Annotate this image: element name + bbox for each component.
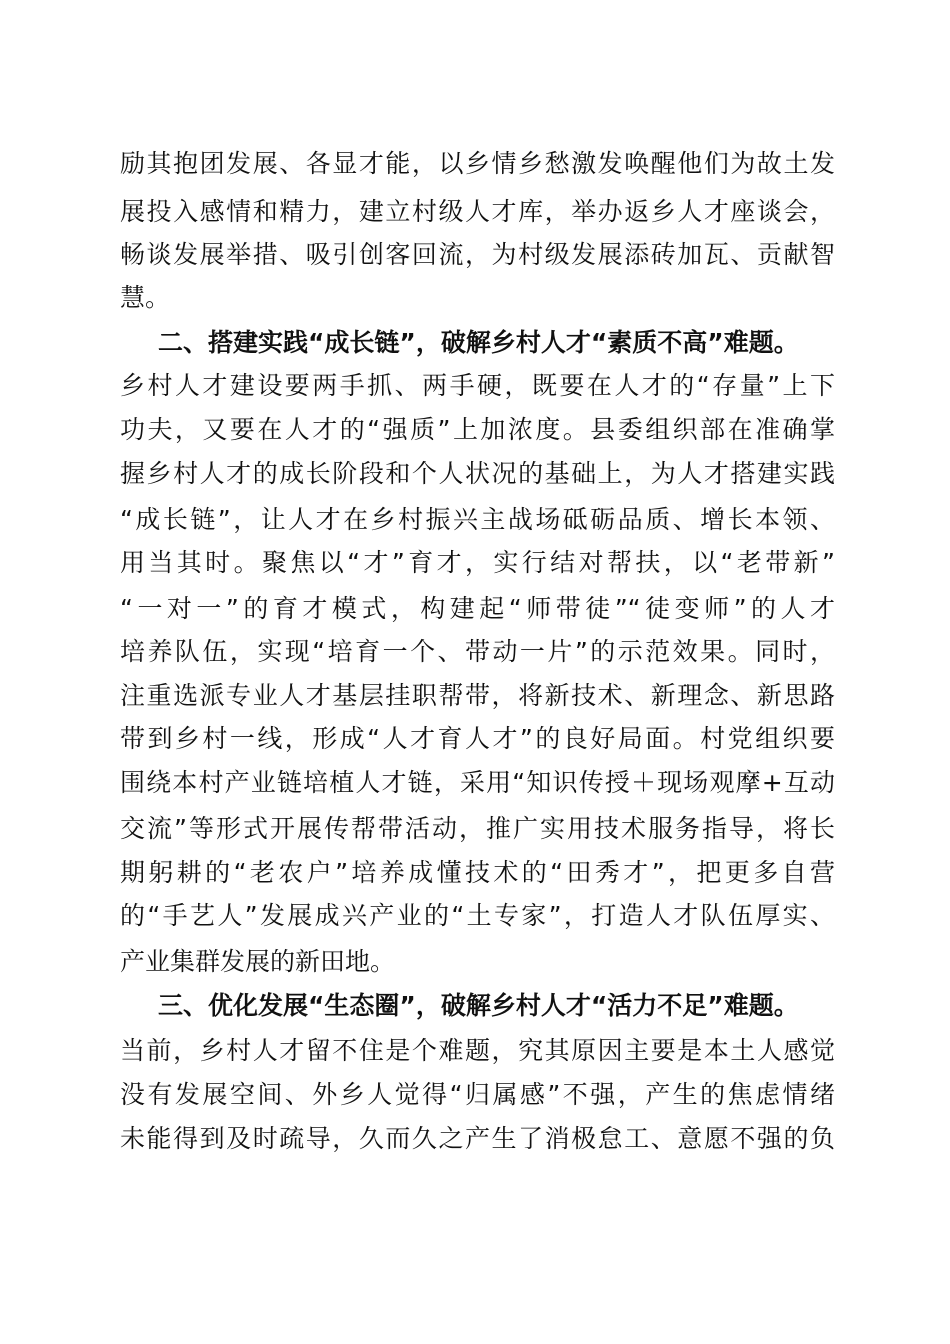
- section-3-line-1: 当前，乡村人才留不住是个难题，究其原因主要是本土人感觉: [120, 1036, 835, 1065]
- section-2-line-1: 乡村人才建设要两手抓、两手硬，既要在人才的“存量”上下: [120, 371, 835, 400]
- section-2-line-2: 功夫，又要在人才的“强质”上加浓度。县委组织部在准确掌: [120, 415, 835, 444]
- paragraph-1-line-3: 畅谈发展举措、吸引创客回流，为村级发展添砖加瓦、贡献智: [120, 240, 835, 269]
- section-2-line-6: “一对一”的育才模式，构建起“师带徒”“徒变师”的人才: [120, 594, 835, 623]
- section-2-line-8: 注重选派专业人才基层挂职帮带，将新技术、新理念、新思路: [120, 681, 835, 710]
- section-2-line-7: 培养队伍，实现“培育一个、带动一片”的示范效果。同时，: [120, 637, 835, 666]
- section-2-line-14: 产业集群发展的新田地。: [120, 947, 396, 976]
- section-3-line-2: 没有发展空间、外乡人觉得“归属感”不强，产生的焦虑情绪: [120, 1080, 835, 1109]
- section-2-line-4: “成长链”，让人才在乡村振兴主战场砥砺品质、增长本领、: [120, 505, 835, 534]
- section-2-line-11: 交流”等形式开展传帮带活动，推广实用技术服务指导，将长: [120, 814, 835, 843]
- paragraph-1-line-1: 励其抱团发展、各显才能，以乡情乡愁激发唤醒他们为故土发: [120, 149, 835, 178]
- section-2-line-5: 用当其时。聚焦以“才”育才，实行结对帮扶，以“老带新”: [120, 548, 835, 577]
- section-2-line-9: 带到乡村一线，形成“人才育人才”的良好局面。村党组织要: [120, 724, 835, 753]
- paragraph-1-line-2: 展投入感情和精力，建立村级人才库，举办返乡人才座谈会，: [120, 197, 835, 226]
- section-2-heading: 二、搭建实践“成长链”，破解乡村人才“素质不高”难题。: [158, 328, 799, 357]
- section-3-line-3: 未能得到及时疏导，久而久之产生了消极怠工、意愿不强的负: [120, 1124, 835, 1153]
- section-2-line-13: 的“手艺人”发展成兴产业的“土专家”，打造人才队伍厚实、: [120, 901, 835, 930]
- section-3-heading: 三、优化发展“生态圈”，破解乡村人才“活力不足”难题。: [158, 991, 799, 1020]
- section-2-line-10: 围绕本村产业链培植人才链，采用“知识传授＋现场观摩+互动: [120, 768, 835, 797]
- section-2-line-12: 期躬耕的“老农户”培养成懂技术的“田秀才”，把更多自营: [120, 858, 835, 887]
- paragraph-1-line-4: 慧。: [120, 283, 171, 312]
- section-2-line-3: 握乡村人才的成长阶段和个人状况的基础上，为人才搭建实践: [120, 459, 835, 488]
